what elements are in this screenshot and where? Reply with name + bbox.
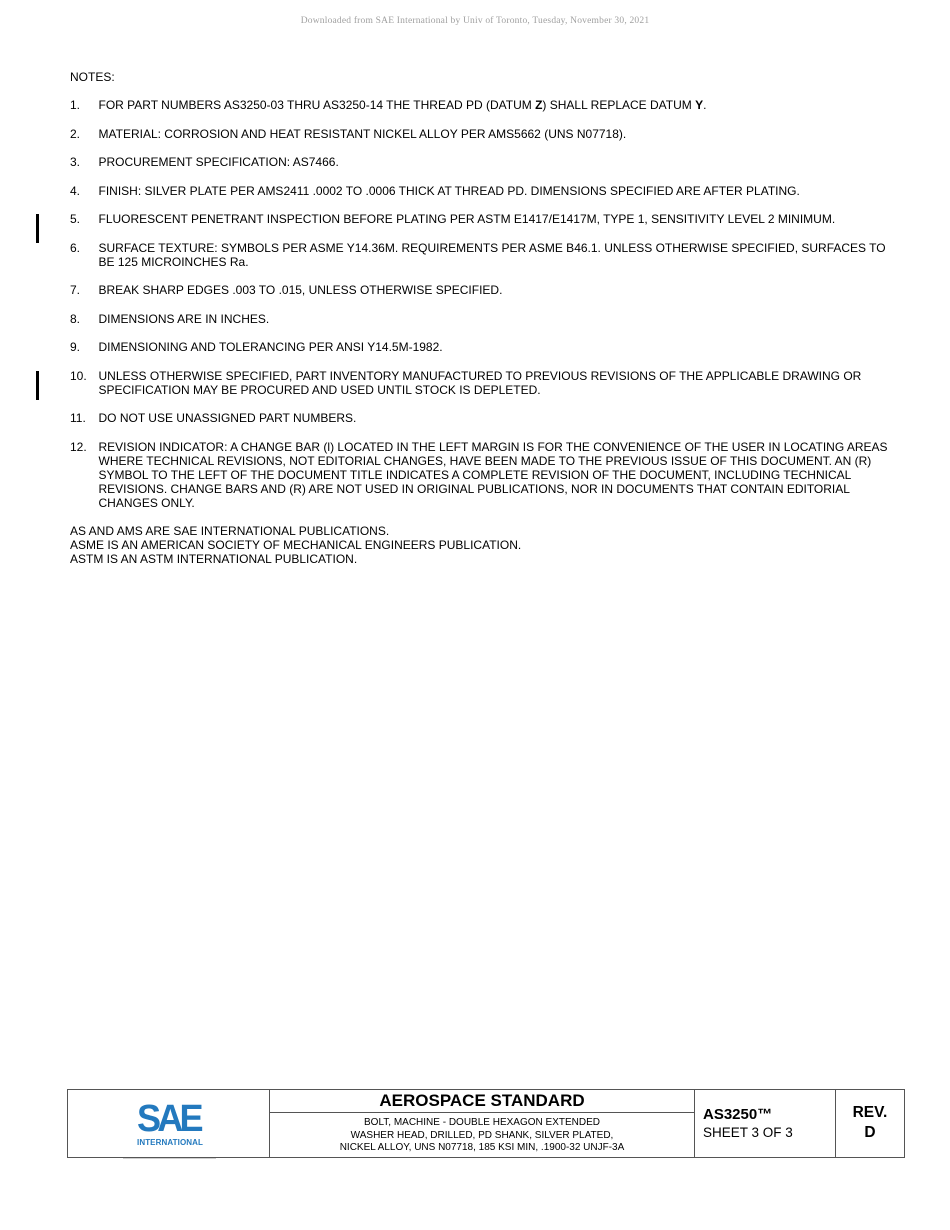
publications-list (70, 524, 890, 566)
sheet-number: SHEET 3 OF 3 (703, 1125, 793, 1140)
note-number: 2. (70, 126, 81, 141)
revision-cell (836, 1090, 904, 1157)
note-text: SURFACE TEXTURE: SYMBOLS PER ASME Y14.36M. REQUIREMENTS PER ASME B46.1. UNLESS OTHERWISE SPECIFIED, SURFACES TO BE 125 MICROINCHES Ra. (98, 240, 886, 269)
description-line: NICKEL ALLOY, UNS N07718, 185 KSI MIN, .1900-32 UNJF-3A (339, 1142, 625, 1153)
note-item (70, 127, 890, 141)
note-number: 3. (70, 155, 81, 169)
note-item (70, 411, 890, 425)
note-number: 9. (70, 340, 81, 354)
download-watermark: Downloaded from SAE International by Univ of Toronto, Tuesday, November 30, 2021 (300, 16, 650, 26)
note-text: PROCUREMENT SPECIFICATION: AS7466. (98, 155, 339, 169)
description-line: WASHER HEAD, DRILLED, PD SHANK, SILVER PLATED, (350, 1129, 614, 1141)
notes-title: NOTES: (70, 70, 115, 84)
note-item (70, 98, 890, 112)
sae-logo-subtext: INTERNATIONAL (137, 1138, 204, 1147)
sae-logo-mark: SAE (137, 1098, 200, 1140)
note-text: REVISION INDICATOR: A CHANGE BAR (l) LOCATED IN THE LEFT MARGIN IS FOR THE CONVENIENCE OF THE USER IN LOCATING AREAS WHERE TECHNICAL REVISIONS, NOT EDITORIAL CHANGES, HAVE BEEN MADE TO THE PREVIOUS ISSUE OF THIS DOCUMENT. AN (R) SYMBOL TO THE LEFT OF THE DOCUMENT TITLE INDICATES A COMPLETE REVISION OF THE DOCUMENT, INCLUDING TECHNICAL REVISIONS. CHANGE BARS AND (R) ARE NOT USED IN ORIGINAL PUBLICATIONS, NOR IN DOCUMENTS THAT CONTAIN EDITORIAL CHANGES ONLY. (98, 439, 888, 510)
note-item (70, 440, 890, 510)
note-number: 10. (70, 368, 87, 383)
note-number: 12. (70, 439, 87, 454)
note-text: DIMENSIONS ARE IN INCHES. (98, 311, 270, 326)
note-number: 4. (70, 183, 81, 198)
title-cell (270, 1090, 695, 1157)
document-number: AS3250™ (703, 1106, 773, 1123)
note-number: 6. (70, 240, 81, 255)
note-item (70, 241, 890, 269)
note-item (70, 340, 890, 354)
note-text: BREAK SHARP EDGES .003 TO .015, UNLESS OTHERWISE SPECIFIED. (98, 283, 503, 297)
revision-label: REV. (852, 1104, 888, 1121)
note-number: 8. (70, 311, 81, 326)
note-number: 7. (70, 283, 81, 297)
note-number: 5. (70, 212, 81, 226)
logo-cell (68, 1090, 270, 1157)
note-text: FOR PART NUMBERS AS3250-03 THRU AS3250-14 THE THREAD PD (DATUM Z) SHALL REPLACE DATUM Y. (98, 98, 707, 112)
change-bar-note-10 (36, 371, 39, 400)
description-line: BOLT, MACHINE - DOUBLE HEXAGON EXTENDED (364, 1117, 600, 1128)
note-item (70, 184, 890, 198)
note-item (70, 212, 890, 226)
revision-value: D (864, 1124, 876, 1141)
note-item (70, 312, 890, 326)
note-text: MATERIAL: CORROSION AND HEAT RESISTANT NICKEL ALLOY PER AMS5662 (UNS N07718). (98, 126, 627, 141)
change-bar-note-5 (36, 214, 39, 243)
note-item (70, 369, 890, 397)
note-text: UNLESS OTHERWISE SPECIFIED, PART INVENTORY MANUFACTURED TO PREVIOUS REVISIONS OF THE APPLICABLE DRAWING OR SPECIFICATION MAY BE PROCURED AND USED UNTIL STOCK IS DEPLETED. (98, 368, 862, 397)
part-description (270, 1117, 694, 1155)
datum-z: Z (535, 98, 543, 112)
publication-line: ASME IS AN AMERICAN SOCIETY OF MECHANICAL ENGINEERS PUBLICATION. (70, 538, 522, 552)
note-text: FINISH: SILVER PLATE PER AMS2411 .0002 TO .0006 THICK AT THREAD PD. DIMENSIONS SPECIFIED ARE AFTER PLATING. (98, 183, 800, 198)
publication-line: ASTM IS AN ASTM INTERNATIONAL PUBLICATION. (70, 552, 358, 566)
note-number: 1. (70, 98, 81, 112)
note-text: FLUORESCENT PENETRANT INSPECTION BEFORE PLATING PER ASTM E1417/E1417M, TYPE 1, SENSITIVITY LEVEL 2 MINIMUM. (98, 212, 836, 226)
document-cell (695, 1090, 836, 1157)
notes-section (70, 70, 890, 566)
sae-logo (123, 1100, 216, 1159)
note-item (70, 155, 890, 169)
note-text: DO NOT USE UNASSIGNED PART NUMBERS. (98, 411, 357, 425)
note-text: DIMENSIONING AND TOLERANCING PER ANSI Y14.5M-1982. (98, 340, 443, 354)
publication-line: AS AND AMS ARE SAE INTERNATIONAL PUBLICATIONS. (70, 524, 390, 538)
datum-y: Y (695, 98, 704, 112)
title-block (67, 1089, 905, 1158)
note-item (70, 283, 890, 297)
standard-heading: AEROSPACE STANDARD (270, 1090, 694, 1113)
note-number: 11. (70, 411, 86, 425)
